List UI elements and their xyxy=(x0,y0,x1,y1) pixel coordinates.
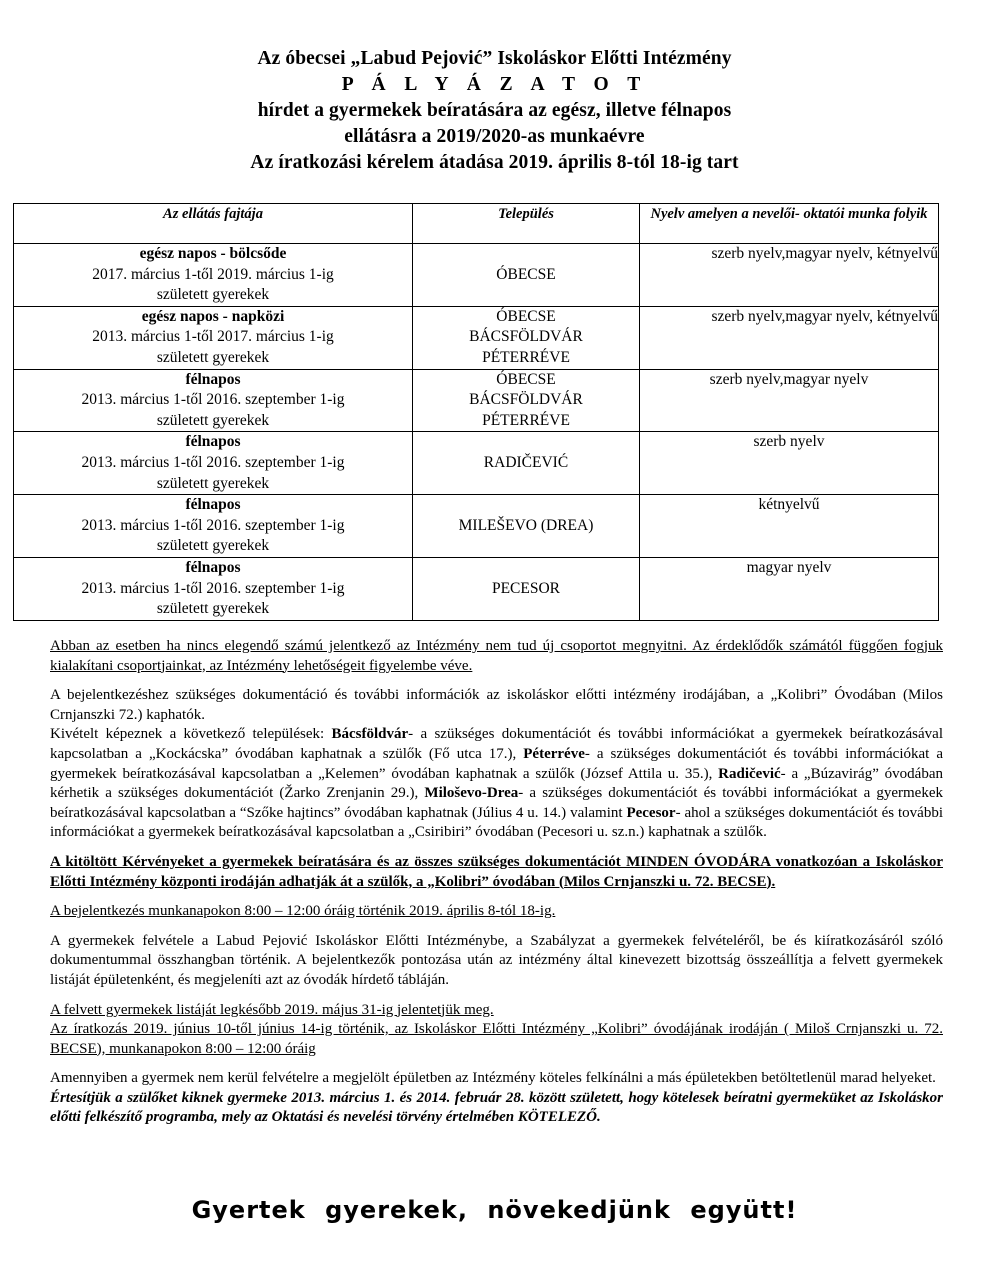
settlement: PÉTERRÉVE xyxy=(482,348,570,366)
born-label: született gyerekek xyxy=(156,537,270,555)
language: szerb nyelv xyxy=(753,433,825,451)
exceptions-paragraph xyxy=(50,725,943,843)
table-row xyxy=(14,557,939,620)
settlement: RADIČEVIĆ xyxy=(483,453,569,471)
care-type: félnapos xyxy=(185,496,241,514)
subtitle-line-2: ellátásra a 2019/2020-as munkaévre xyxy=(344,126,645,147)
settlement: ÓBECSE xyxy=(496,307,556,325)
table-row xyxy=(14,244,939,307)
placement-notice: Amennyiben a gyermek nem kerül felvételre a megjelölt épületben az Intézmény köteles felkínálni a más épületekben betöltetlenül marad helyeket. xyxy=(50,1070,936,1087)
settlement: ÓBECSE xyxy=(496,265,556,283)
care-type-cell xyxy=(14,369,413,432)
table-row xyxy=(14,432,939,495)
enrollment-period: Az íratkozás 2019. június 10-től június 14-ig történik, az Iskoláskor Előtti Intézmény „Kolibri” óvodájának irodáján ( Miloš Crnjanszki u. 72. BECSE), munkanapokon 8:00 – 12:00 óráig xyxy=(50,1021,943,1057)
care-type: félnapos xyxy=(185,370,241,388)
care-type-cell xyxy=(14,495,413,558)
column-header-language: Nyelv amelyen a nevelői- oktatói munka folyik xyxy=(640,204,939,244)
table-row xyxy=(14,495,939,558)
settlement-cell xyxy=(413,495,640,558)
exceptions-intro: Kivételt képeznek a következő települések: xyxy=(50,726,332,743)
submission-notice: A kitöltött Kérvényeket a gyermekek beíratására és az összes szükséges dokumentációt MINDEN ÓVODÁRA vonatkozóan a Iskoláskor Előtti Intézmény központi irodáján adhatják át a szülők, a „Kolibri” óvodában (Milos Crnjanszki u. 72. BECSE). xyxy=(50,853,943,890)
settlement: BÁCSFÖLDVÁR xyxy=(469,391,583,409)
column-header-care-type: Az ellátás fajtája xyxy=(14,204,413,244)
settlement-name: Miloševo-Drea xyxy=(424,785,519,802)
language-cell xyxy=(640,557,939,620)
language: kétnyelvű xyxy=(758,496,820,514)
settlement-name: Radičević xyxy=(718,765,781,782)
call-title: P Á L Y Á Z A T O T xyxy=(341,74,648,95)
deadline-line: Az íratkozási kérelem átadása 2019. április 8-tól 18-ig tart xyxy=(250,152,739,173)
care-type: egész napos - napközi xyxy=(141,307,285,325)
mandatory-program-notice: Értesítjük a szülőket kiknek gyermeke 2013. március 1. és 2014. február 28. között született, hogy kötelesek beíratni gyermeküket az Iskoláskor előtti felkészítő programba, mely az Oktatási és nevelési törvény értelmében KÖTELEZŐ. xyxy=(50,1089,943,1126)
institution-title: Az óbecsei „Labud Pejović” Iskoláskor Előtti Intézmény xyxy=(257,48,732,69)
table-header-row xyxy=(14,204,939,244)
list-publication: A felvett gyermekek listáját legkésőbb 2019. május 31-ig jelentetjük meg. xyxy=(50,1001,494,1018)
settlement-cell xyxy=(413,369,640,432)
settlement: MILEŠEVO (DREA) xyxy=(458,516,594,534)
settlement: PECESOR xyxy=(491,579,561,597)
column-header-settlement: Település xyxy=(413,204,640,244)
care-type-cell xyxy=(14,244,413,307)
birth-range: 2013. március 1-től 2016. szeptember 1-ig xyxy=(81,391,345,409)
language-cell xyxy=(640,432,939,495)
exception-text: - a „Búzavirág” óvodában kérhetik a szükséges dokumentációt (Žarko Zrenjanin 29.), xyxy=(50,765,943,802)
document-header xyxy=(0,46,989,176)
language: szerb nyelv,magyar nyelv xyxy=(709,370,869,388)
born-label: született gyerekek xyxy=(156,600,270,618)
language-cell xyxy=(640,369,939,432)
settlement: ÓBECSE xyxy=(496,370,556,388)
birth-range: 2013. március 1-től 2016. szeptember 1-ig xyxy=(81,516,345,534)
settlement: PÉTERRÉVE xyxy=(482,411,570,429)
exception-text: - a szükséges dokumentációt és további információkat a gyermekek beíratkozásával kapcsolatban a „Kelemen” óvodában kaphatnak a szülők (József Attila u. 35.), xyxy=(50,745,943,782)
birth-range: 2013. március 1-től 2017. március 1-ig xyxy=(92,328,334,346)
settlement-cell xyxy=(413,557,640,620)
settlement-name: Pecesor xyxy=(626,804,676,821)
table-row xyxy=(14,369,939,432)
birth-range: 2013. március 1-től 2016. szeptember 1-ig xyxy=(81,453,345,471)
language-cell xyxy=(640,306,939,369)
settlement-name: Bácsföldvár xyxy=(331,726,409,743)
language: szerb nyelv,magyar nyelv, kétnyelvű xyxy=(711,245,938,262)
care-type-cell xyxy=(14,432,413,495)
notes-section xyxy=(50,637,943,1128)
exception-text: - ahol a szükséges dokumentációt és további információkat a gyermekek beíratkozásával kapcsolatban a „Csiribiri” óvodában (Pecesori u. sz.n.) kaphatnak a szülők. xyxy=(50,804,943,841)
settlement-cell xyxy=(413,432,640,495)
born-label: született gyerekek xyxy=(156,286,270,304)
born-label: született gyerekek xyxy=(156,411,270,429)
settlement: BÁCSFÖLDVÁR xyxy=(469,328,583,346)
settlement-name: Péterréve xyxy=(523,745,585,762)
group-notice: Abban az esetben ha nincs elegendő számú jelentkező az Intézmény nem tud új csoportot megnyitni. Az érdeklődők számától függően fogjuk kialakítani csoportjainkat, az Intézmény lehetőségeit figyelembe véve. xyxy=(50,638,943,674)
care-type: félnapos xyxy=(185,558,241,576)
subtitle-line-1: hírdet a gyermekek beíratására az egész, illetve félnapos xyxy=(257,100,732,121)
born-label: született gyerekek xyxy=(156,348,270,366)
born-label: született gyerekek xyxy=(156,474,270,492)
care-type-cell xyxy=(14,306,413,369)
birth-range: 2017. március 1-től 2019. március 1-ig xyxy=(92,265,334,283)
language: szerb nyelv,magyar nyelv, kétnyelvű xyxy=(711,307,938,325)
closing-slogan: Gyertek gyerekek, növekedjünk együtt! xyxy=(191,1196,798,1224)
care-type: egész napos - bölcsőde xyxy=(139,245,287,262)
language-cell xyxy=(640,495,939,558)
registration-hours: A bejelentkezés munkanapokon 8:00 – 12:00 óráig történik 2019. április 8-tól 18-ig. xyxy=(50,903,556,920)
enrollment-table xyxy=(13,203,939,621)
language-cell xyxy=(640,244,939,307)
birth-range: 2013. március 1-től 2016. szeptember 1-ig xyxy=(81,579,345,597)
language: magyar nyelv xyxy=(746,558,832,576)
documentation-info: A bejelentkezéshez szükséges dokumentáció és további információk az iskoláskor előtti intézmény irodájában, a „Kolibri” Óvodában (Milos Crnjanszki 72.) kaphatók. xyxy=(50,687,943,723)
settlement-cell xyxy=(413,244,640,307)
exception-text: - a szükséges dokumentációt és további információkat a gyermekek beíratkozásával kapcsolatban a “Szőke hajtincs” óvodában kaphatnak (Július 4 u. 14.) valamint xyxy=(50,785,943,821)
table-row xyxy=(14,306,939,369)
settlement-cell xyxy=(413,306,640,369)
care-type: félnapos xyxy=(185,433,241,451)
care-type-cell xyxy=(14,557,413,620)
admission-rules: A gyermekek felvétele a Labud Pejović Iskoláskor Előtti Intézménybe, a Szabályzat a gyermekek felvételéről, be és kiíratkozásáról szóló dokumentummal összhangban történik. A bejelentkezők pontozása után az intézmény által kinevezett bizottság összeállítja a felvett gyermekek listáját épületenként, és megjeleníti azt az óvodák hírdető tábláján. xyxy=(50,932,943,988)
exception-text: - a szükséges dokumentációt és további információkat a gyermekek beíratkozásával kapcsolatban a „Kockácska” óvodában kaphatnak a szülők (Fő utca 17.), xyxy=(50,726,943,762)
